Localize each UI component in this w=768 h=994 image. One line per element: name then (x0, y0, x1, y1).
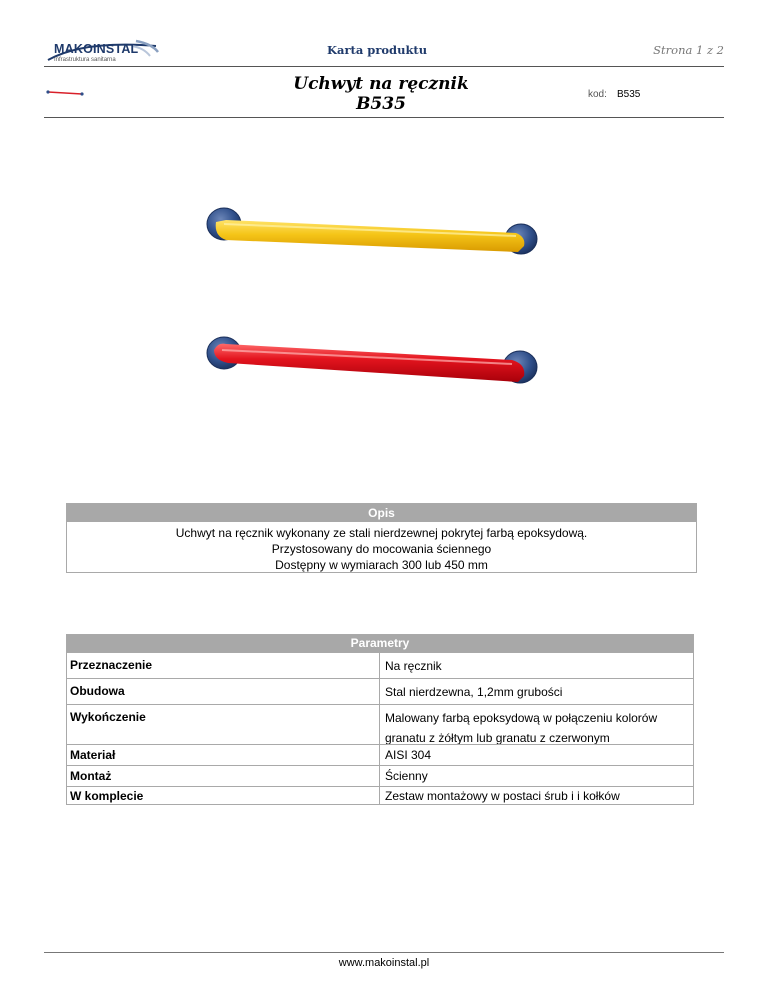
red-towel-bar (207, 337, 537, 383)
parameters-heading: Parametry (67, 635, 693, 652)
parameter-label: Obudowa (70, 684, 125, 698)
parameter-row (67, 765, 693, 786)
logo-tagline: Infrastruktura sanitarna (54, 57, 116, 63)
parameter-row (67, 652, 693, 678)
parameter-label: Wykończenie (70, 710, 146, 724)
title-divider (44, 117, 724, 118)
parameter-value: AISI 304 (385, 748, 432, 762)
description-line-2: Przystosowany do mocowania ściennego (271, 542, 492, 556)
description-heading: Opis (67, 504, 696, 522)
footer-divider (44, 952, 724, 953)
product-code-label: kod: (588, 89, 607, 100)
product-model: B535 (356, 94, 406, 114)
product-code-value: B535 (617, 89, 641, 100)
document-type: Karta produktu (327, 43, 428, 57)
parameter-value: Na ręcznik (385, 659, 442, 673)
description-line-1: Uchwyt na ręcznik wykonany ze stali nierdzewnej pokrytej farbą epoksydową. (175, 526, 588, 540)
description-line-3: Dostępny w wymiarach 300 lub 450 mm (275, 558, 488, 572)
yellow-towel-bar (207, 208, 537, 254)
parameters-table (66, 634, 694, 805)
footer-website: www.makoinstal.pl (338, 957, 430, 969)
parameter-value: Stal nierdzewna, 1,2mm grubości (385, 685, 563, 699)
parameter-label: Materiał (70, 748, 116, 762)
description-box (66, 503, 697, 573)
parameter-row (67, 786, 693, 805)
parameter-row (67, 678, 693, 704)
logo-name: MAKOINSTAL (54, 42, 139, 56)
company-logo (44, 38, 164, 68)
product-image (200, 200, 550, 390)
product-title: Uchwyt na ręcznik (293, 74, 469, 94)
product-thumbnail-icon (46, 89, 84, 97)
parameter-value: Malowany farbą epoksydową w połączeniu kolorów granatu z żółtym lub granatu z czerwonym (385, 711, 658, 745)
page-indicator: Strona 1 z 2 (653, 43, 724, 57)
parameter-label: Montaż (70, 769, 112, 783)
parameter-label: W komplecie (70, 789, 144, 803)
parameter-row (67, 704, 693, 744)
header-divider (44, 66, 724, 67)
parameter-value: Ścienny (385, 769, 428, 783)
parameter-row (67, 744, 693, 765)
parameter-value: Zestaw montażowy w postaci śrub i i kołków (385, 789, 620, 803)
parameter-label: Przeznaczenie (70, 658, 153, 672)
